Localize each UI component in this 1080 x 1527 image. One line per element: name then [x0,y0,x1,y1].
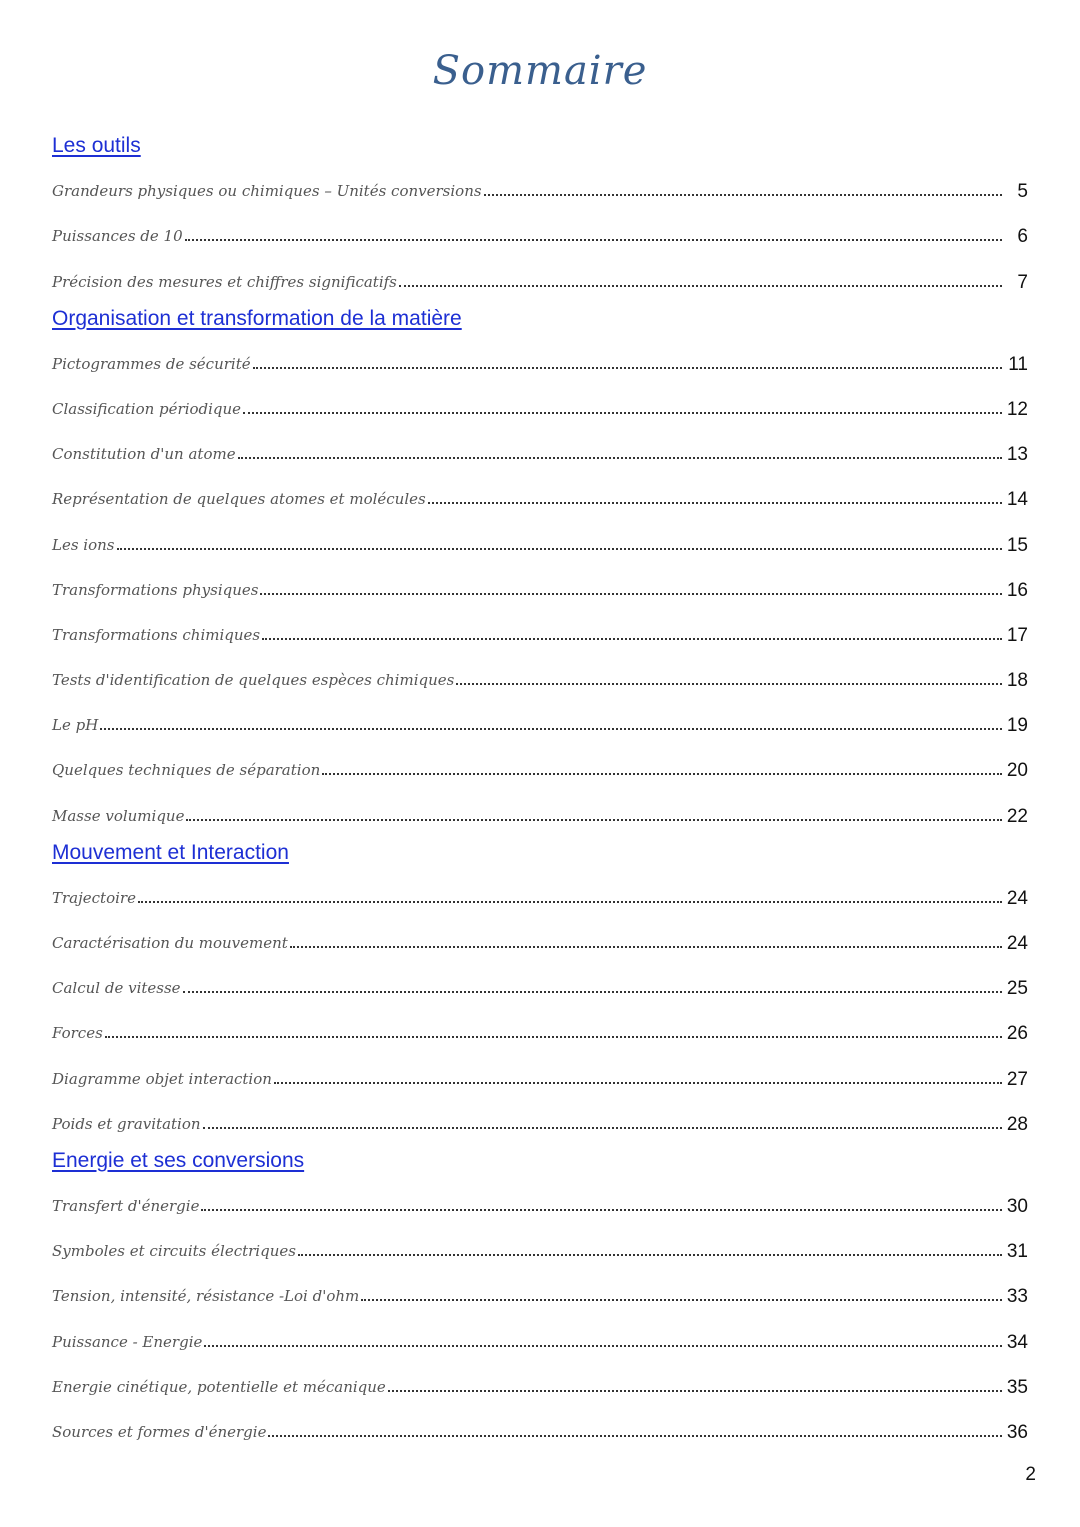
toc-entry[interactable] [52,652,1028,697]
toc-entry-page: 22 [1006,805,1028,827]
dotted-leader [186,818,1002,821]
toc-entry-page: 7 [1017,271,1028,293]
toc-entry-label: Précision des mesures et chiffres significatifs [52,272,397,291]
toc-entry[interactable] [52,870,1028,915]
section-heading-mouvement-interaction[interactable]: Mouvement et Interaction [52,840,289,864]
dotted-leader [253,366,1002,369]
toc-entry-label: Symboles et circuits électriques [52,1242,296,1261]
dotted-leader [260,592,1002,595]
toc-entry[interactable] [52,1005,1028,1050]
dotted-leader [290,945,1002,948]
toc-entry-page: 16 [1006,579,1028,601]
dotted-leader [298,1253,1002,1256]
toc-entry[interactable] [52,562,1028,607]
toc-entry-label: Représentation de quelques atomes et molécules [52,490,426,509]
toc-entry-label: Tension, intensité, résistance -Loi d'ohm [52,1287,360,1306]
toc-entry[interactable] [52,471,1028,516]
toc-entry-page: 6 [1017,226,1028,248]
toc-entry-label: Forces [52,1024,103,1043]
dotted-leader [262,637,1002,640]
toc-entry-page: 13 [1006,444,1028,466]
toc-entry-label: Caractérisation du mouvement [52,934,288,952]
toc-entry-page: 33 [1006,1286,1028,1308]
dotted-leader [456,682,1002,685]
dotted-leader [361,1298,1002,1301]
toc-entry-page: 20 [1006,760,1028,782]
toc-entry-page: 12 [1006,398,1028,420]
section-heading-organisation-matiere[interactable]: Organisation et transformation de la matière [52,306,462,330]
toc-entry-page: 17 [1006,624,1028,646]
dotted-leader [428,501,1002,504]
dotted-leader [117,547,1003,550]
dotted-leader [399,284,1002,287]
toc-entry-page: 30 [1006,1195,1028,1217]
toc-entry[interactable] [52,697,1028,742]
dotted-leader [322,772,1002,775]
toc-entry[interactable] [52,253,1028,298]
dotted-leader [243,411,1002,414]
toc-entry[interactable] [52,787,1028,832]
toc-entry-label: Sources et formes d'énergie [52,1422,267,1441]
toc-entry-page: 11 [1008,353,1028,375]
dotted-leader [268,1434,1002,1437]
toc-entry-label: Energie cinétique, potentielle et mécanique [52,1377,386,1396]
toc-entry[interactable] [52,1359,1028,1404]
toc-entry-label: Poids et gravitation [52,1114,201,1133]
toc-entry[interactable] [52,426,1028,471]
dotted-leader [100,727,1002,730]
toc-entry[interactable] [52,1268,1028,1313]
toc-entry[interactable] [52,381,1028,426]
toc-entry-label: Transformations chimiques [52,625,261,644]
toc-entry[interactable] [52,163,1028,208]
dotted-leader [388,1389,1002,1392]
toc-entry-label: Calcul de vitesse [52,979,181,998]
toc-entry-label: Grandeurs physiques ou chimiques – Unités conversions [52,182,482,201]
section-heading-les-outils[interactable]: Les outils [52,134,141,157]
toc-entry-label: Transformations physiques [52,580,259,599]
dotted-leader [201,1208,1002,1211]
toc-entry-page: 34 [1006,1331,1028,1353]
toc-entry-page: 18 [1006,670,1028,692]
toc-entry-page: 5 [1017,181,1028,203]
toc-entry-page: 24 [1006,933,1028,954]
toc-entry-page: 24 [1006,887,1028,909]
toc-entry-page: 36 [1006,1421,1028,1443]
toc-entry-label: Transfert d'énergie [52,1196,200,1215]
toc-entry-label: Tests d'identification de quelques espèces chimiques [52,671,455,690]
toc-entry-page: 26 [1006,1023,1028,1045]
dotted-leader [238,456,1002,459]
toc-entry-label: Trajectoire [52,888,136,907]
toc-entry[interactable] [52,1096,1028,1141]
toc-entry-label: Puissances de 10 [52,227,183,246]
dotted-leader [484,193,1002,196]
dotted-leader [105,1035,1002,1038]
toc-entry[interactable] [52,1313,1028,1358]
toc-entry[interactable] [52,960,1028,1005]
toc-entry[interactable] [52,1223,1028,1268]
toc-entry-page: 19 [1006,715,1028,737]
toc-entry-page: 15 [1006,534,1028,556]
toc-entry-page: 28 [1006,1113,1028,1135]
toc-entry-page: 25 [1006,978,1028,1000]
toc-entry-label: Constitution d'un atome [52,445,236,464]
toc-entry-label: Masse volumique [52,806,185,825]
toc-entry-page: 31 [1006,1241,1028,1263]
toc-entry[interactable] [52,915,1028,960]
toc-entry[interactable] [52,742,1028,787]
toc-entry-label: Diagramme objet interaction [52,1069,272,1088]
dotted-leader [204,1344,1002,1347]
toc-entry-page: 35 [1006,1376,1028,1398]
toc-entry-label: Les ions [52,535,115,554]
toc-entry-label: Classification périodique [52,399,242,418]
toc-entry-label: Pictogrammes de sécurité [52,354,251,373]
dotted-leader [185,238,1002,241]
dotted-leader [138,900,1002,903]
toc-entry-label: Quelques techniques de séparation [52,761,321,780]
toc-entry-label: Le pH [52,716,99,735]
section-heading-energie-conversions[interactable]: Energie et ses conversions [52,1148,305,1172]
toc-entry-page: 14 [1006,489,1028,511]
toc-entry[interactable] [52,516,1028,561]
page-number: 2 [1025,1464,1036,1485]
toc-entry[interactable] [52,1178,1028,1223]
dotted-leader [203,1126,1002,1129]
page-title: Sommaire [432,48,648,94]
toc-entry-label: Puissance - Energie [52,1332,203,1351]
table-of-contents [52,126,1028,1449]
toc-entry-page: 27 [1006,1068,1028,1090]
dotted-leader [183,990,1002,993]
dotted-leader [274,1081,1002,1084]
toc-entry[interactable] [52,1404,1028,1449]
toc-entry[interactable] [52,336,1028,381]
toc-entry[interactable] [52,1050,1028,1095]
toc-entry[interactable] [52,208,1028,253]
toc-entry[interactable] [52,607,1028,652]
